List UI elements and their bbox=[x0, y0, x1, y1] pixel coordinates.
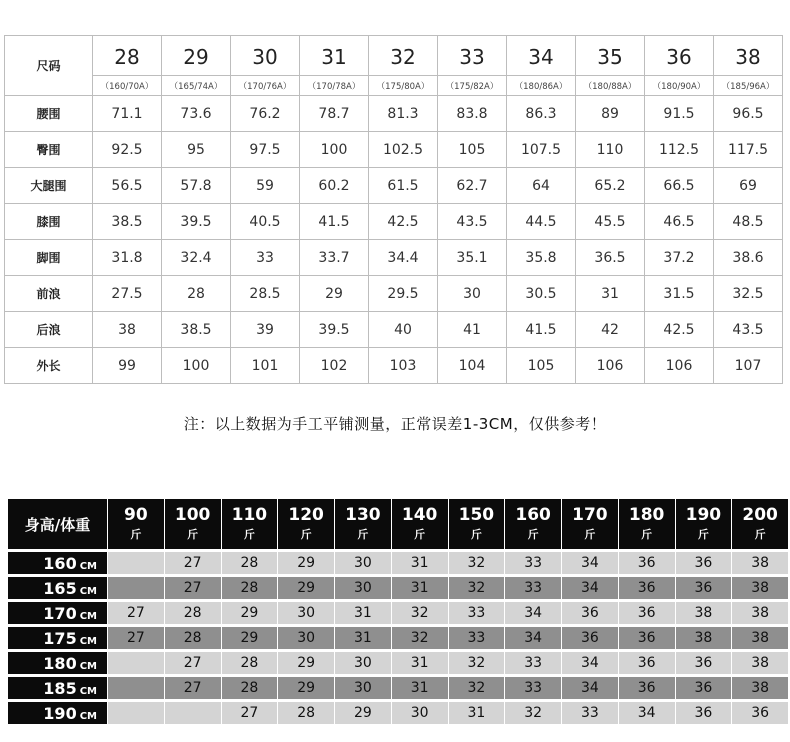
measurement-value: 101 bbox=[231, 348, 300, 384]
height-value: 185 bbox=[43, 678, 77, 698]
recommended-size-cell: 33 bbox=[449, 602, 505, 624]
weight-unit: 斤 bbox=[641, 528, 653, 541]
weight-column-header bbox=[676, 499, 732, 549]
height-unit: CM bbox=[79, 635, 97, 647]
height-unit: CM bbox=[79, 560, 97, 572]
weight-value: 190 bbox=[685, 505, 722, 525]
recommended-size-cell: 30 bbox=[335, 652, 391, 674]
height-row bbox=[8, 602, 788, 624]
recommended-size-cell: 36 bbox=[619, 577, 675, 599]
measurement-value: 43.5 bbox=[438, 204, 507, 240]
measurement-value: 92.5 bbox=[93, 132, 162, 168]
recommended-size-cell: 29 bbox=[278, 677, 334, 699]
measurement-value: 95 bbox=[162, 132, 231, 168]
measurement-value: 117.5 bbox=[714, 132, 783, 168]
measurement-value: 112.5 bbox=[645, 132, 714, 168]
height-row bbox=[8, 702, 788, 724]
height-row-header bbox=[8, 577, 107, 599]
recommended-size-cell: 29 bbox=[278, 552, 334, 574]
recommended-size-cell: 31 bbox=[392, 552, 448, 574]
recommended-size-cell: 34 bbox=[619, 702, 675, 724]
recommended-size-cell: 33 bbox=[505, 577, 561, 599]
recommended-size-cell: 32 bbox=[449, 577, 505, 599]
recommended-size-cell bbox=[108, 652, 164, 674]
weight-value: 90 bbox=[124, 505, 148, 525]
measurement-value: 32.5 bbox=[714, 276, 783, 312]
height-value: 175 bbox=[43, 628, 77, 648]
height-unit: CM bbox=[79, 660, 97, 672]
recommended-size-cell: 32 bbox=[449, 652, 505, 674]
recommended-size-cell: 27 bbox=[108, 602, 164, 624]
height-row-header bbox=[8, 652, 107, 674]
recommended-size-cell: 33 bbox=[449, 627, 505, 649]
measurement-value: 76.2 bbox=[231, 96, 300, 132]
measurement-value: 102.5 bbox=[369, 132, 438, 168]
weight-value: 200 bbox=[742, 505, 778, 525]
weight-column-header bbox=[335, 499, 391, 549]
size-body-spec: （185/96A） bbox=[714, 76, 783, 96]
measurement-value: 28 bbox=[162, 276, 231, 312]
measurement-row bbox=[5, 276, 783, 312]
measurement-value: 103 bbox=[369, 348, 438, 384]
measurement-value: 83.8 bbox=[438, 96, 507, 132]
measurement-value: 39 bbox=[231, 312, 300, 348]
recommended-size-cell: 36 bbox=[676, 652, 732, 674]
size-number: 29 bbox=[162, 36, 231, 76]
measurement-value: 33.7 bbox=[300, 240, 369, 276]
recommended-size-cell: 36 bbox=[676, 577, 732, 599]
measurement-label: 脚围 bbox=[5, 240, 93, 276]
recommended-size-cell bbox=[108, 552, 164, 574]
recommended-size-cell bbox=[108, 577, 164, 599]
measurement-value: 99 bbox=[93, 348, 162, 384]
size-header-row bbox=[5, 36, 783, 76]
size-measurement-table bbox=[4, 35, 783, 384]
measurement-value: 57.8 bbox=[162, 168, 231, 204]
weight-value: 140 bbox=[401, 505, 438, 525]
size-number: 38 bbox=[714, 36, 783, 76]
measurement-value: 31.5 bbox=[645, 276, 714, 312]
measurement-value: 86.3 bbox=[507, 96, 576, 132]
measurement-value: 105 bbox=[438, 132, 507, 168]
size-body-spec: （180/90A） bbox=[645, 76, 714, 96]
measurement-value: 56.5 bbox=[93, 168, 162, 204]
measurement-value: 81.3 bbox=[369, 96, 438, 132]
measurement-row bbox=[5, 204, 783, 240]
weight-column-header bbox=[449, 499, 505, 549]
weight-unit: 斤 bbox=[470, 528, 482, 541]
measurement-value: 62.7 bbox=[438, 168, 507, 204]
measurement-value: 37.2 bbox=[645, 240, 714, 276]
recommended-size-cell: 38 bbox=[676, 627, 732, 649]
measurement-value: 107.5 bbox=[507, 132, 576, 168]
measurement-value: 38.5 bbox=[93, 204, 162, 240]
height-row bbox=[8, 677, 788, 699]
measurement-row bbox=[5, 312, 783, 348]
size-body-spec: （170/78A） bbox=[300, 76, 369, 96]
recommended-size-cell: 38 bbox=[732, 552, 788, 574]
measurement-value: 38 bbox=[93, 312, 162, 348]
measurement-value: 41.5 bbox=[300, 204, 369, 240]
measurement-value: 36.5 bbox=[576, 240, 645, 276]
recommended-size-cell: 31 bbox=[392, 577, 448, 599]
measurement-value: 28.5 bbox=[231, 276, 300, 312]
measurement-value: 42.5 bbox=[369, 204, 438, 240]
measurement-value: 34.4 bbox=[369, 240, 438, 276]
weight-value: 170 bbox=[572, 505, 608, 525]
recommended-size-cell: 28 bbox=[222, 552, 278, 574]
recommended-size-cell: 28 bbox=[165, 602, 221, 624]
weight-column-header bbox=[562, 499, 618, 549]
recommended-size-cell: 31 bbox=[449, 702, 505, 724]
measurement-value: 31.8 bbox=[93, 240, 162, 276]
measurement-label: 后浪 bbox=[5, 312, 93, 348]
recommended-size-cell: 27 bbox=[222, 702, 278, 724]
weight-column-header bbox=[165, 499, 221, 549]
recommended-size-cell: 34 bbox=[562, 677, 618, 699]
height-row bbox=[8, 577, 788, 599]
measurement-value: 61.5 bbox=[369, 168, 438, 204]
weight-column-header bbox=[392, 499, 448, 549]
measurement-value: 91.5 bbox=[645, 96, 714, 132]
weight-unit: 斤 bbox=[187, 528, 199, 541]
recommended-size-cell: 29 bbox=[222, 602, 278, 624]
recommended-size-cell: 29 bbox=[335, 702, 391, 724]
height-value: 160 bbox=[43, 553, 77, 573]
measurement-value: 43.5 bbox=[714, 312, 783, 348]
height-row bbox=[8, 627, 788, 649]
recommended-size-cell: 27 bbox=[165, 552, 221, 574]
recommended-size-cell: 34 bbox=[562, 652, 618, 674]
size-number: 32 bbox=[369, 36, 438, 76]
recommended-size-cell bbox=[165, 702, 221, 724]
weight-column-header bbox=[732, 499, 788, 549]
weight-column-header bbox=[222, 499, 278, 549]
recommended-size-cell: 32 bbox=[392, 627, 448, 649]
recommended-size-cell: 36 bbox=[619, 602, 675, 624]
recommended-size-cell: 38 bbox=[732, 577, 788, 599]
measurement-value: 42 bbox=[576, 312, 645, 348]
measurement-value: 78.7 bbox=[300, 96, 369, 132]
size-number: 28 bbox=[93, 36, 162, 76]
recommended-size-cell: 30 bbox=[335, 677, 391, 699]
weight-unit: 斤 bbox=[243, 528, 255, 541]
measurement-value: 100 bbox=[162, 348, 231, 384]
recommended-size-cell: 32 bbox=[392, 602, 448, 624]
measurement-value: 42.5 bbox=[645, 312, 714, 348]
measurement-value: 107 bbox=[714, 348, 783, 384]
height-row bbox=[8, 552, 788, 574]
recommended-size-cell: 33 bbox=[562, 702, 618, 724]
measurement-row bbox=[5, 168, 783, 204]
recommended-size-cell: 36 bbox=[619, 627, 675, 649]
size-body-spec: （170/76A） bbox=[231, 76, 300, 96]
measurement-value: 39.5 bbox=[162, 204, 231, 240]
recommended-size-cell: 31 bbox=[392, 677, 448, 699]
measurement-value: 66.5 bbox=[645, 168, 714, 204]
recommended-size-cell: 34 bbox=[562, 577, 618, 599]
recommended-size-cell: 30 bbox=[278, 602, 334, 624]
height-row-header bbox=[8, 552, 107, 574]
height-value: 180 bbox=[43, 653, 77, 673]
height-row-header bbox=[8, 627, 107, 649]
measurement-value: 69 bbox=[714, 168, 783, 204]
height-row bbox=[8, 652, 788, 674]
measurement-value: 59 bbox=[231, 168, 300, 204]
weight-value: 130 bbox=[345, 505, 381, 525]
measurement-value: 41 bbox=[438, 312, 507, 348]
height-row-header bbox=[8, 702, 107, 724]
recommended-size-cell: 38 bbox=[732, 602, 788, 624]
measurement-value: 100 bbox=[300, 132, 369, 168]
recommended-size-cell: 36 bbox=[619, 652, 675, 674]
measurement-row bbox=[5, 240, 783, 276]
weight-value: 150 bbox=[458, 505, 495, 525]
measurement-value: 30 bbox=[438, 276, 507, 312]
recommended-size-cell: 33 bbox=[505, 677, 561, 699]
size-body-spec: （160/70A） bbox=[93, 76, 162, 96]
weight-unit: 斤 bbox=[300, 528, 312, 541]
height-row-header bbox=[8, 677, 107, 699]
height-unit: CM bbox=[79, 685, 97, 697]
size-number: 31 bbox=[300, 36, 369, 76]
recommended-size-cell: 28 bbox=[222, 652, 278, 674]
recommended-size-cell: 36 bbox=[676, 702, 732, 724]
size-number: 33 bbox=[438, 36, 507, 76]
recommended-size-cell: 30 bbox=[278, 627, 334, 649]
recommended-size-cell: 36 bbox=[732, 702, 788, 724]
weight-unit: 斤 bbox=[357, 528, 369, 541]
measurement-row bbox=[5, 132, 783, 168]
recommended-size-cell: 30 bbox=[392, 702, 448, 724]
recommended-size-cell: 27 bbox=[108, 627, 164, 649]
recommended-size-cell: 33 bbox=[505, 652, 561, 674]
height-row-header bbox=[8, 602, 107, 624]
size-body-spec: （180/86A） bbox=[507, 76, 576, 96]
height-value: 165 bbox=[43, 578, 77, 598]
recommended-size-cell: 38 bbox=[676, 602, 732, 624]
weight-column-header bbox=[619, 499, 675, 549]
measurement-value: 106 bbox=[576, 348, 645, 384]
measurement-value: 60.2 bbox=[300, 168, 369, 204]
weight-unit: 斤 bbox=[527, 528, 539, 541]
recommended-size-cell: 32 bbox=[505, 702, 561, 724]
measurement-note: 注：以上数据为手工平铺测量，正常误差1-3CM，仅供参考！ bbox=[183, 415, 607, 433]
measurement-value: 110 bbox=[576, 132, 645, 168]
recommended-size-cell bbox=[108, 702, 164, 724]
weight-value: 100 bbox=[174, 505, 211, 525]
size-number: 30 bbox=[231, 36, 300, 76]
recommended-size-cell: 31 bbox=[392, 652, 448, 674]
measurement-label: 大腿围 bbox=[5, 168, 93, 204]
measurement-label: 腰围 bbox=[5, 96, 93, 132]
measurement-value: 32.4 bbox=[162, 240, 231, 276]
height-value: 170 bbox=[43, 603, 77, 623]
recommended-size-cell: 36 bbox=[562, 627, 618, 649]
measurement-value: 27.5 bbox=[93, 276, 162, 312]
size-spec-row bbox=[5, 76, 783, 96]
recommended-size-cell: 38 bbox=[732, 652, 788, 674]
measurement-value: 64 bbox=[507, 168, 576, 204]
measurement-label: 前浪 bbox=[5, 276, 93, 312]
recommended-size-cell: 34 bbox=[505, 627, 561, 649]
measurement-row bbox=[5, 348, 783, 384]
recommended-size-cell: 29 bbox=[222, 627, 278, 649]
recommended-size-cell: 28 bbox=[222, 677, 278, 699]
measurement-value: 65.2 bbox=[576, 168, 645, 204]
recommended-size-cell: 31 bbox=[335, 602, 391, 624]
measurement-value: 38.5 bbox=[162, 312, 231, 348]
measurement-value: 40 bbox=[369, 312, 438, 348]
measurement-value: 41.5 bbox=[507, 312, 576, 348]
height-unit: CM bbox=[79, 610, 97, 622]
recommended-size-cell: 34 bbox=[562, 552, 618, 574]
measurement-label: 外长 bbox=[5, 348, 93, 384]
recommended-size-cell: 31 bbox=[335, 627, 391, 649]
height-weight-size-chart bbox=[7, 496, 789, 727]
measurement-label: 臀围 bbox=[5, 132, 93, 168]
measurement-row bbox=[5, 96, 783, 132]
recommended-size-cell: 38 bbox=[732, 627, 788, 649]
size-body-spec: （175/82A） bbox=[438, 76, 507, 96]
recommended-size-cell: 38 bbox=[732, 677, 788, 699]
recommended-size-cell: 34 bbox=[505, 602, 561, 624]
weight-unit: 斤 bbox=[697, 528, 709, 541]
measurement-value: 89 bbox=[576, 96, 645, 132]
recommended-size-cell: 32 bbox=[449, 552, 505, 574]
measurement-label: 膝围 bbox=[5, 204, 93, 240]
recommended-size-cell: 27 bbox=[165, 577, 221, 599]
weight-value: 160 bbox=[515, 505, 551, 525]
measurement-value: 106 bbox=[645, 348, 714, 384]
measurement-value: 104 bbox=[438, 348, 507, 384]
measurement-value: 44.5 bbox=[507, 204, 576, 240]
measurement-value: 40.5 bbox=[231, 204, 300, 240]
recommended-size-cell: 28 bbox=[165, 627, 221, 649]
measurement-value: 29 bbox=[300, 276, 369, 312]
recommended-size-cell: 30 bbox=[335, 552, 391, 574]
weight-unit: 斤 bbox=[414, 528, 426, 541]
recommended-size-cell: 36 bbox=[619, 677, 675, 699]
measurement-value: 30.5 bbox=[507, 276, 576, 312]
weight-unit: 斤 bbox=[754, 528, 766, 541]
size-number: 36 bbox=[645, 36, 714, 76]
measurement-value: 45.5 bbox=[576, 204, 645, 240]
measurement-value: 105 bbox=[507, 348, 576, 384]
weight-unit: 斤 bbox=[130, 528, 142, 541]
measurement-value: 29.5 bbox=[369, 276, 438, 312]
recommended-size-cell: 36 bbox=[562, 602, 618, 624]
recommended-size-cell: 36 bbox=[676, 552, 732, 574]
recommended-size-cell: 36 bbox=[619, 552, 675, 574]
measurement-value: 39.5 bbox=[300, 312, 369, 348]
weight-value: 180 bbox=[628, 505, 665, 525]
recommended-size-cell: 27 bbox=[165, 677, 221, 699]
weight-unit: 斤 bbox=[584, 528, 596, 541]
recommended-size-cell: 29 bbox=[278, 652, 334, 674]
measurement-value: 35.1 bbox=[438, 240, 507, 276]
size-body-spec: （175/80A） bbox=[369, 76, 438, 96]
recommended-size-cell: 30 bbox=[335, 577, 391, 599]
height-value: 190 bbox=[43, 703, 77, 723]
measurement-value: 46.5 bbox=[645, 204, 714, 240]
recommended-size-cell: 29 bbox=[278, 577, 334, 599]
recommended-size-cell: 28 bbox=[222, 577, 278, 599]
measurement-value: 35.8 bbox=[507, 240, 576, 276]
recommended-size-cell bbox=[108, 677, 164, 699]
recommended-size-cell: 33 bbox=[505, 552, 561, 574]
weight-header-row bbox=[8, 499, 788, 549]
size-body-spec: （165/74A） bbox=[162, 76, 231, 96]
measurement-value: 97.5 bbox=[231, 132, 300, 168]
size-body-spec: （180/88A） bbox=[576, 76, 645, 96]
recommended-size-cell: 28 bbox=[278, 702, 334, 724]
measurement-value: 33 bbox=[231, 240, 300, 276]
measurement-value: 48.5 bbox=[714, 204, 783, 240]
height-unit: CM bbox=[79, 710, 97, 722]
recommended-size-cell: 32 bbox=[449, 677, 505, 699]
weight-column-header bbox=[505, 499, 561, 549]
weight-value: 110 bbox=[231, 505, 268, 525]
height-unit: CM bbox=[79, 585, 97, 597]
weight-column-header bbox=[108, 499, 164, 549]
size-header-label: 尺码 bbox=[5, 36, 93, 96]
recommended-size-cell: 36 bbox=[676, 677, 732, 699]
recommended-size-cell: 27 bbox=[165, 652, 221, 674]
measurement-value: 96.5 bbox=[714, 96, 783, 132]
size-number: 34 bbox=[507, 36, 576, 76]
measurement-value: 73.6 bbox=[162, 96, 231, 132]
measurement-value: 71.1 bbox=[93, 96, 162, 132]
measurement-value: 31 bbox=[576, 276, 645, 312]
weight-value: 120 bbox=[288, 505, 324, 525]
weight-column-header bbox=[278, 499, 334, 549]
measurement-value: 102 bbox=[300, 348, 369, 384]
size-number: 35 bbox=[576, 36, 645, 76]
height-weight-corner-label: 身高/体重 bbox=[8, 499, 107, 549]
measurement-value: 38.6 bbox=[714, 240, 783, 276]
